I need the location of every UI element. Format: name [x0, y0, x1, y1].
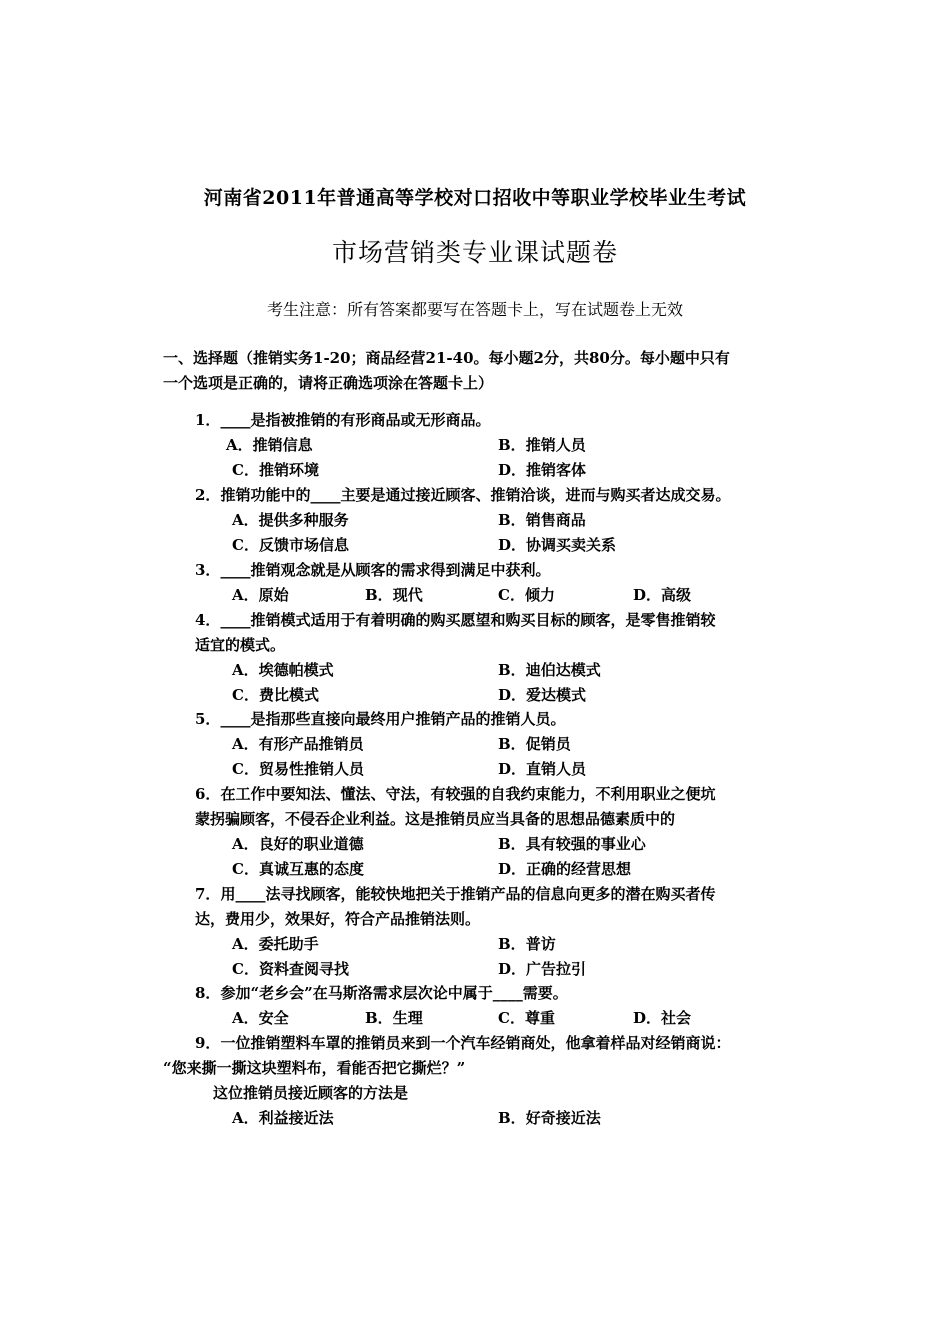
option-d: D．推销客体 [498, 461, 587, 479]
question-number: 3． [195, 561, 221, 579]
question-1 [195, 408, 795, 433]
option-a: A．原始 [232, 586, 289, 604]
option-c: C．推销环境 [232, 461, 319, 479]
option-c: C．资料查阅寻找 [232, 960, 349, 978]
question-text: ____是指被推销的有形商品或无形商品。 [220, 411, 491, 429]
option-b: B．具有较强的事业心 [498, 835, 646, 853]
option-a: A．提供多种服务 [232, 511, 349, 529]
question-text-continued: 适宜的模式。 [195, 636, 286, 654]
option-d: D．正确的经营思想 [498, 860, 632, 878]
question-8 [195, 981, 795, 1006]
question-6 [195, 782, 795, 807]
option-c: C．真诚互惠的态度 [232, 860, 364, 878]
question-text: 在工作中要知法、懂法、守法，有较强的自我约束能力，不利用职业之便坑 [220, 785, 716, 803]
question-number: 5． [195, 710, 221, 728]
question-number: 1． [195, 411, 221, 429]
exam-subtitle: 市场营销类专业课试题卷 [331, 238, 618, 267]
question-text: ____推销观念就是从顾客的需求得到满足中获利。 [220, 561, 551, 579]
option-d: D．协调买卖关系 [498, 536, 617, 554]
option-b: B．推销人员 [498, 436, 586, 454]
question-text: ____推销模式适用于有着明确的购买愿望和购买目标的顾客，是零售推销较 [220, 611, 716, 629]
question-text: 推销功能中的____主要是通过接近顾客、推销洽谈，进而与购买者达成交易。 [220, 486, 731, 504]
option-c: C．尊重 [498, 1009, 555, 1027]
option-a: A．委托助手 [232, 935, 319, 953]
option-c: C．贸易性推销人员 [232, 760, 364, 778]
question-number: 9． [195, 1034, 221, 1052]
question-number: 7． [195, 885, 221, 903]
question-7 [195, 882, 795, 907]
question-9 [195, 1031, 795, 1056]
exam-notice: 考生注意：所有答案都要写在答题卡上，写在试题卷上无效 [266, 300, 683, 319]
question-text: 用____法寻找顾客，能较快地把关于推销产品的信息向更多的潜在购买者传 [220, 885, 716, 903]
option-a: A．推销信息 [226, 436, 313, 454]
section-instructions-line2: 一个选项是正确的，请将正确选项涂在答题卡上） [163, 374, 494, 392]
option-d: D．广告拉引 [498, 960, 587, 978]
question-prompt: 这位推销员接近顾客的方法是 [213, 1084, 409, 1102]
option-d: D．直销人员 [498, 760, 587, 778]
question-4 [195, 608, 795, 633]
option-a: A．利益接近法 [232, 1109, 334, 1127]
option-a: A．良好的职业道德 [232, 835, 364, 853]
option-c: C．费比模式 [232, 686, 319, 704]
option-c: C．倾力 [498, 586, 555, 604]
question-text: ____是指那些直接向最终用户推销产品的推销人员。 [220, 710, 566, 728]
question-text: 参加“老乡会”在马斯洛需求层次论中属于____需要。 [220, 984, 568, 1002]
question-number: 4． [195, 611, 221, 629]
option-d: D．社会 [633, 1009, 692, 1027]
option-d: D．爱达模式 [498, 686, 587, 704]
option-b: B．销售商品 [498, 511, 586, 529]
option-d: D．高级 [633, 586, 692, 604]
question-3 [195, 558, 795, 583]
option-b: B．普访 [498, 935, 556, 953]
question-5 [195, 707, 795, 732]
exam-title: 河南省2011年普通高等学校对口招收中等职业学校毕业生考试 [203, 187, 747, 209]
option-a: A．有形产品推销员 [232, 735, 364, 753]
section-heading [163, 346, 791, 396]
option-a: A．安全 [232, 1009, 289, 1027]
question-text-continued: 达，费用少，效果好，符合产品推销法则。 [195, 910, 481, 928]
question-2 [195, 483, 795, 508]
option-b: B．生理 [365, 1009, 423, 1027]
question-number: 2． [195, 486, 221, 504]
option-b: B．好奇接近法 [498, 1109, 601, 1127]
section-instructions-line1: 一、选择题（推销实务1-20；商品经营21-40。每小题2分，共80分。每小题中只有 [163, 349, 730, 367]
question-number: 8． [195, 984, 221, 1002]
option-b: B．迪伯达模式 [498, 661, 601, 679]
question-number: 6． [195, 785, 221, 803]
question-text-continued: “您来撕一撕这块塑料布，看能否把它撕烂？” [163, 1059, 466, 1077]
question-text-continued: 蒙拐骗顾客，不侵吞企业利益。这是推销员应当具备的思想品德素质中的 [195, 810, 676, 828]
question-text: 一位推销塑料车罩的推销员来到一个汽车经销商处，他拿着样品对经销商说： [220, 1034, 731, 1052]
option-a: A．埃德帕模式 [232, 661, 334, 679]
option-b: B．促销员 [498, 735, 571, 753]
option-c: C．反馈市场信息 [232, 536, 349, 554]
option-b: B．现代 [365, 586, 423, 604]
